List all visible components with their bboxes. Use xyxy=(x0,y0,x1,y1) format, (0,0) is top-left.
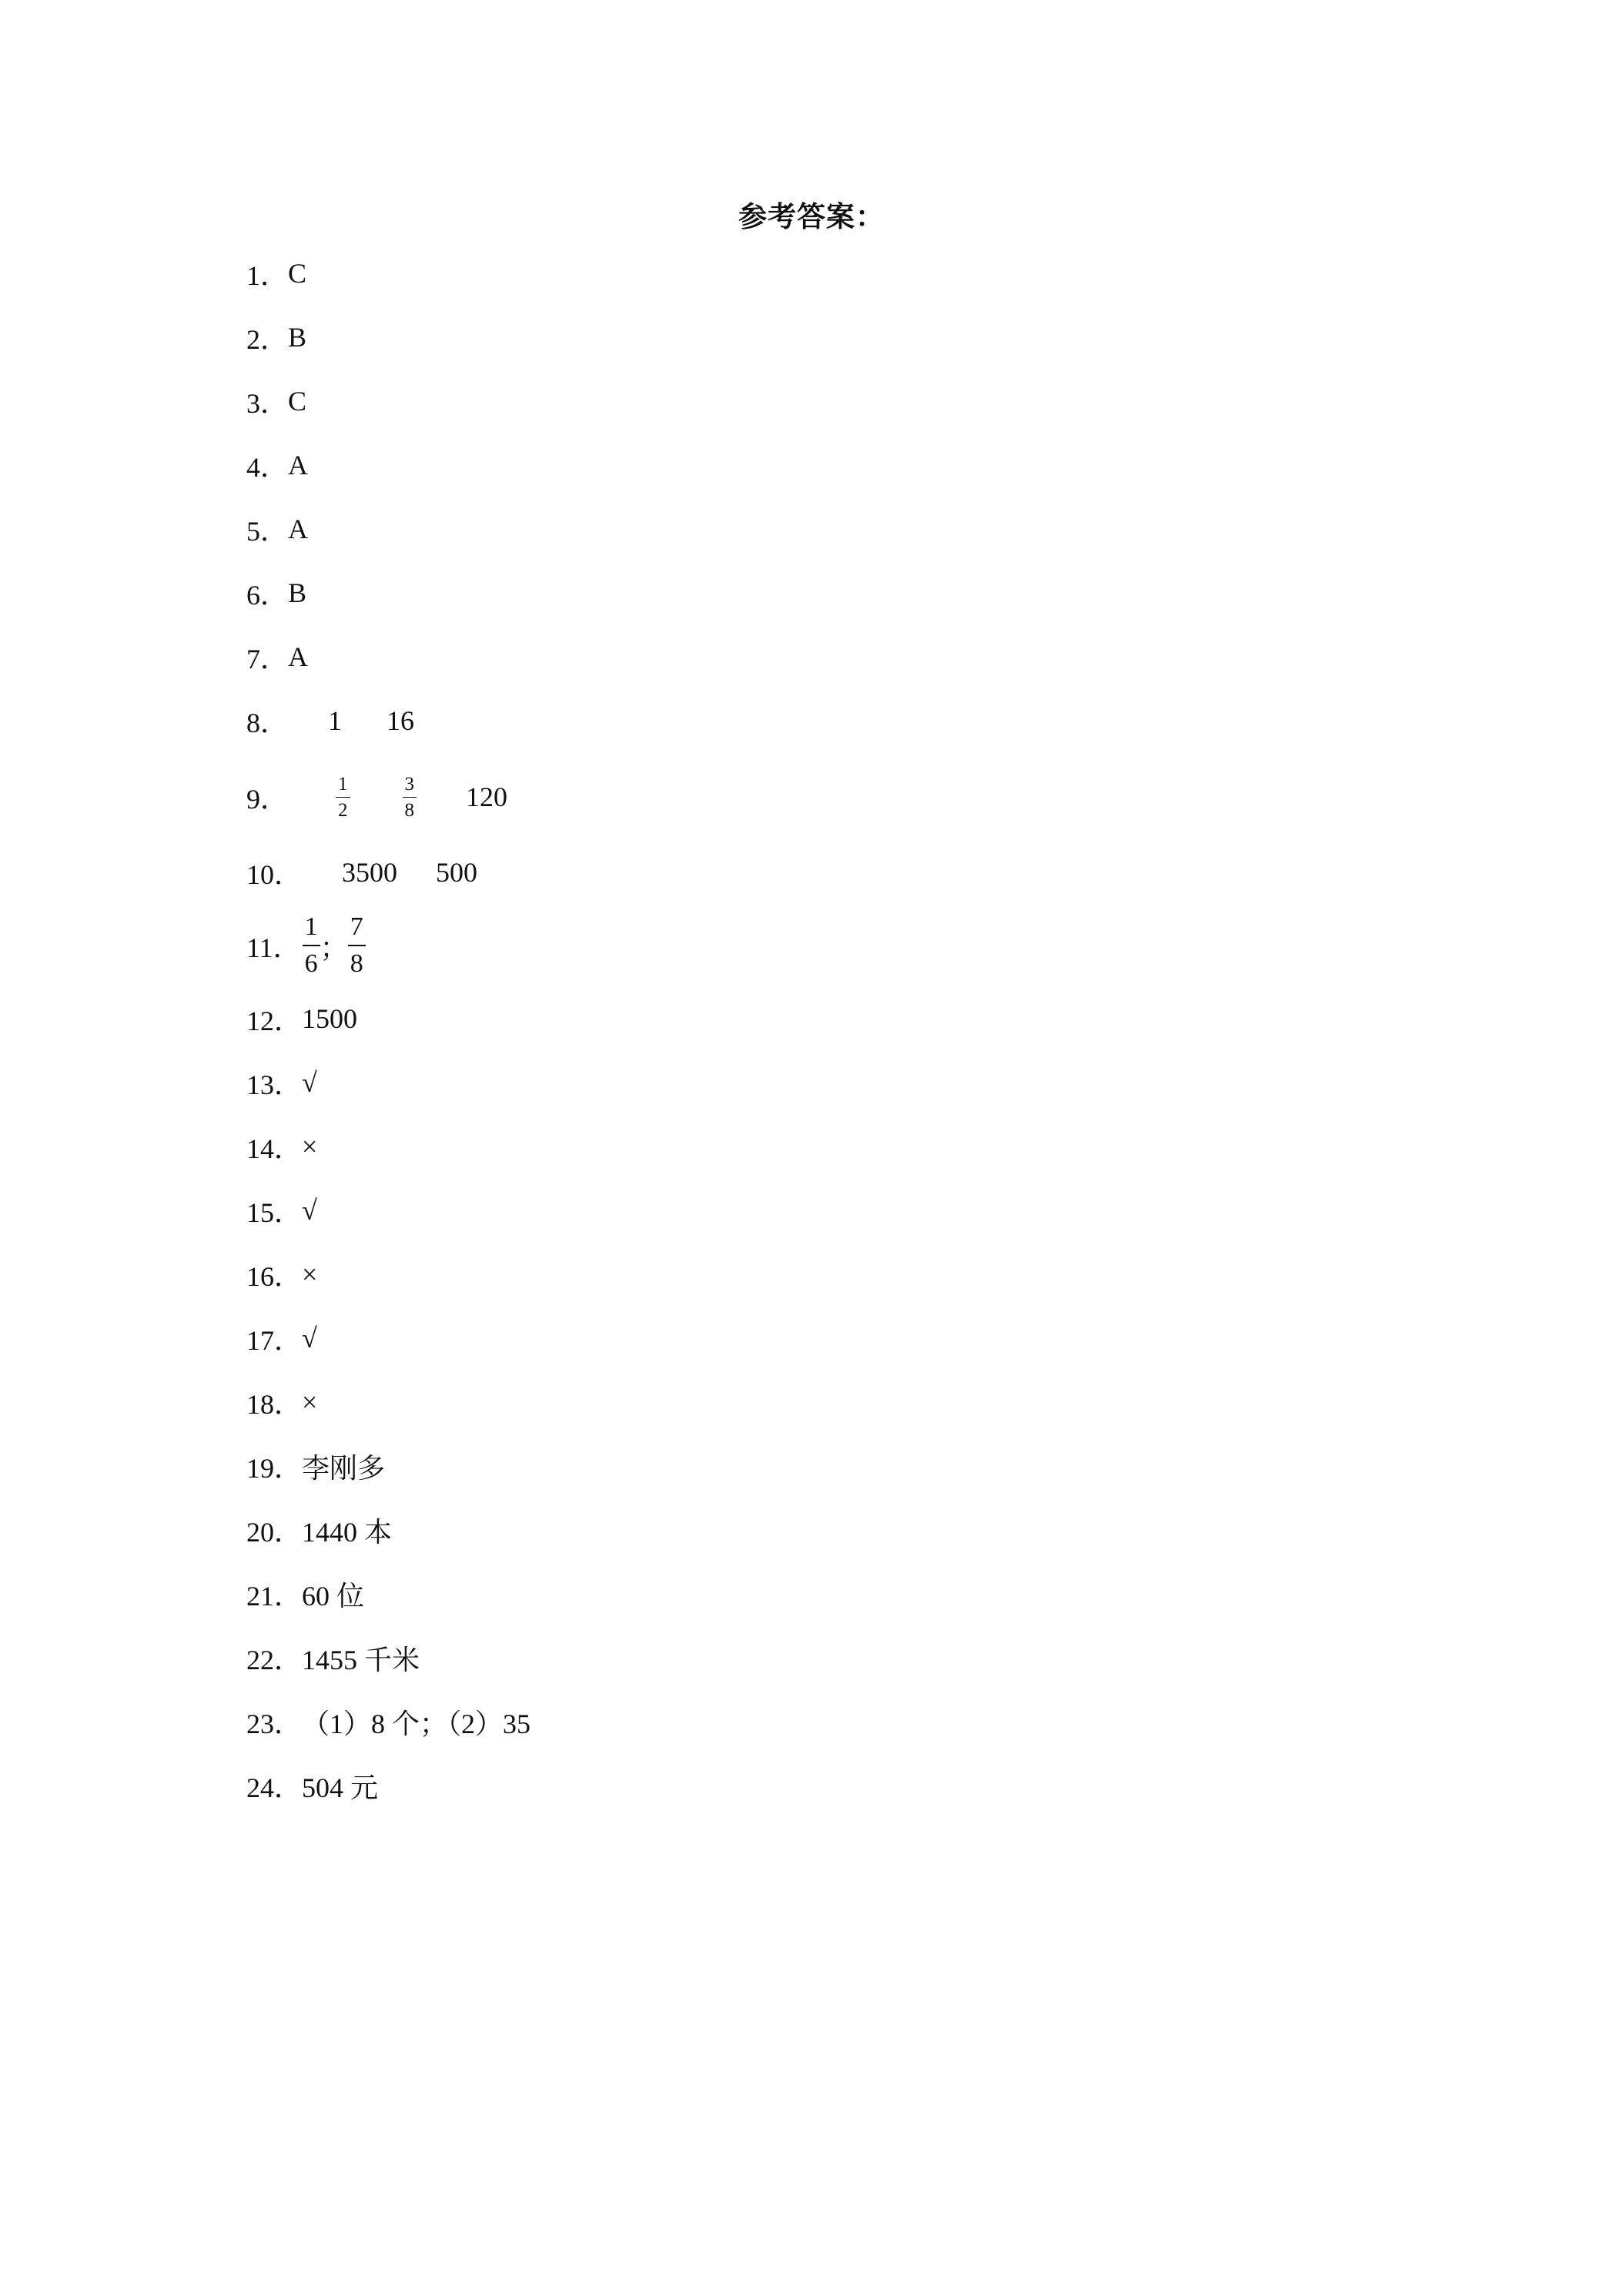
answer-item xyxy=(246,1379,317,1425)
fraction-bar xyxy=(348,945,366,946)
answer-item xyxy=(246,442,308,488)
answer-number: 23． xyxy=(246,1708,303,1739)
answer-text: 1440 本 xyxy=(302,1516,393,1548)
answer-number: 11． xyxy=(246,932,301,963)
fraction-numerator: 1 xyxy=(338,773,348,795)
answer-text: A xyxy=(288,641,309,672)
answer-text: C xyxy=(288,258,307,289)
answer-number: 9． xyxy=(246,783,289,815)
fraction-denominator: 8 xyxy=(350,949,363,978)
answer-item xyxy=(246,1315,317,1361)
answer-item xyxy=(246,1699,530,1745)
cross-mark-icon: × xyxy=(302,1259,318,1290)
fraction-denominator: 8 xyxy=(404,799,415,821)
fraction-bar xyxy=(336,797,350,798)
answer-item xyxy=(246,1571,364,1617)
answer-text: A xyxy=(288,514,309,544)
answer-item xyxy=(246,570,306,616)
fraction-bar xyxy=(403,797,417,798)
fraction xyxy=(348,914,366,977)
answer-separator: ； xyxy=(320,932,348,963)
answer-blank-2: 16 xyxy=(387,705,415,736)
answer-item xyxy=(246,1251,317,1297)
answer-item xyxy=(246,849,477,895)
answer-number: 18． xyxy=(246,1388,303,1420)
answer-text: B xyxy=(288,577,307,608)
answer-number: 13． xyxy=(246,1069,303,1100)
fraction-numerator: 3 xyxy=(404,773,415,795)
answer-item xyxy=(246,634,308,680)
answer-item xyxy=(246,1762,378,1809)
answer-number: 20． xyxy=(246,1516,303,1548)
answer-blank-1: 3500 xyxy=(342,857,398,888)
answer-list xyxy=(246,0,1401,2296)
answer-text: 1500 xyxy=(302,1003,358,1034)
answer-blank-3: 120 xyxy=(466,782,508,812)
answer-number: 22． xyxy=(246,1644,303,1675)
fraction-denominator: 2 xyxy=(338,799,348,821)
answer-number: 4． xyxy=(246,451,289,483)
fraction-numerator: 1 xyxy=(304,912,318,941)
answer-number: 16． xyxy=(246,1260,303,1292)
answer-item xyxy=(246,1507,392,1553)
answer-number: 15． xyxy=(246,1197,303,1228)
fraction-denominator: 6 xyxy=(304,949,318,978)
answer-number: 17． xyxy=(246,1324,303,1356)
fraction xyxy=(403,775,417,820)
answer-item xyxy=(246,996,357,1042)
answer-text: B xyxy=(288,322,307,353)
fraction-bar xyxy=(303,945,320,946)
fraction xyxy=(303,914,320,977)
answer-text: 504 元 xyxy=(302,1772,379,1803)
answer-number: 21． xyxy=(246,1580,303,1612)
cross-mark-icon: × xyxy=(302,1131,318,1162)
answer-blank-1: 1 xyxy=(328,705,343,736)
answer-blank-2: 500 xyxy=(436,857,478,888)
answer-item xyxy=(246,1123,317,1170)
answer-item xyxy=(246,506,308,552)
answer-number: 1． xyxy=(246,259,289,291)
answer-number: 5． xyxy=(246,515,289,547)
answer-number: 12． xyxy=(246,1005,303,1036)
check-mark-icon: √ xyxy=(302,1323,317,1354)
answer-item xyxy=(246,250,306,296)
answer-text: 60 位 xyxy=(302,1580,365,1612)
answer-number: 19． xyxy=(246,1452,303,1484)
answer-item xyxy=(246,1059,317,1106)
answer-number: 7． xyxy=(246,643,289,674)
answer-item xyxy=(246,1443,385,1489)
answer-text: C xyxy=(288,386,307,417)
fraction xyxy=(336,775,350,820)
answer-item xyxy=(246,378,306,424)
answer-item xyxy=(246,698,414,744)
answer-number: 6． xyxy=(246,579,289,611)
answer-text: 1455 千米 xyxy=(302,1644,420,1675)
answer-text: 李刚多 xyxy=(302,1452,386,1484)
answer-number: 24． xyxy=(246,1772,303,1803)
check-mark-icon: √ xyxy=(302,1195,317,1226)
page-title: 参考答案： xyxy=(738,202,885,233)
answer-number: 2． xyxy=(246,323,289,355)
answer-number: 3． xyxy=(246,387,289,419)
answer-number: 8． xyxy=(246,707,289,738)
check-mark-icon: √ xyxy=(302,1067,317,1098)
answer-item xyxy=(246,314,306,360)
answer-text: A xyxy=(288,450,309,480)
answer-item xyxy=(246,770,507,824)
cross-mark-icon: × xyxy=(302,1387,318,1417)
answer-item xyxy=(246,910,366,981)
answer-item xyxy=(246,1635,420,1681)
answer-text: （1）8 个；（2）35 xyxy=(302,1708,531,1739)
answer-number: 14． xyxy=(246,1133,303,1164)
fraction-numerator: 7 xyxy=(350,912,363,941)
answer-number: 10． xyxy=(246,858,303,890)
answer-item xyxy=(246,1187,317,1233)
